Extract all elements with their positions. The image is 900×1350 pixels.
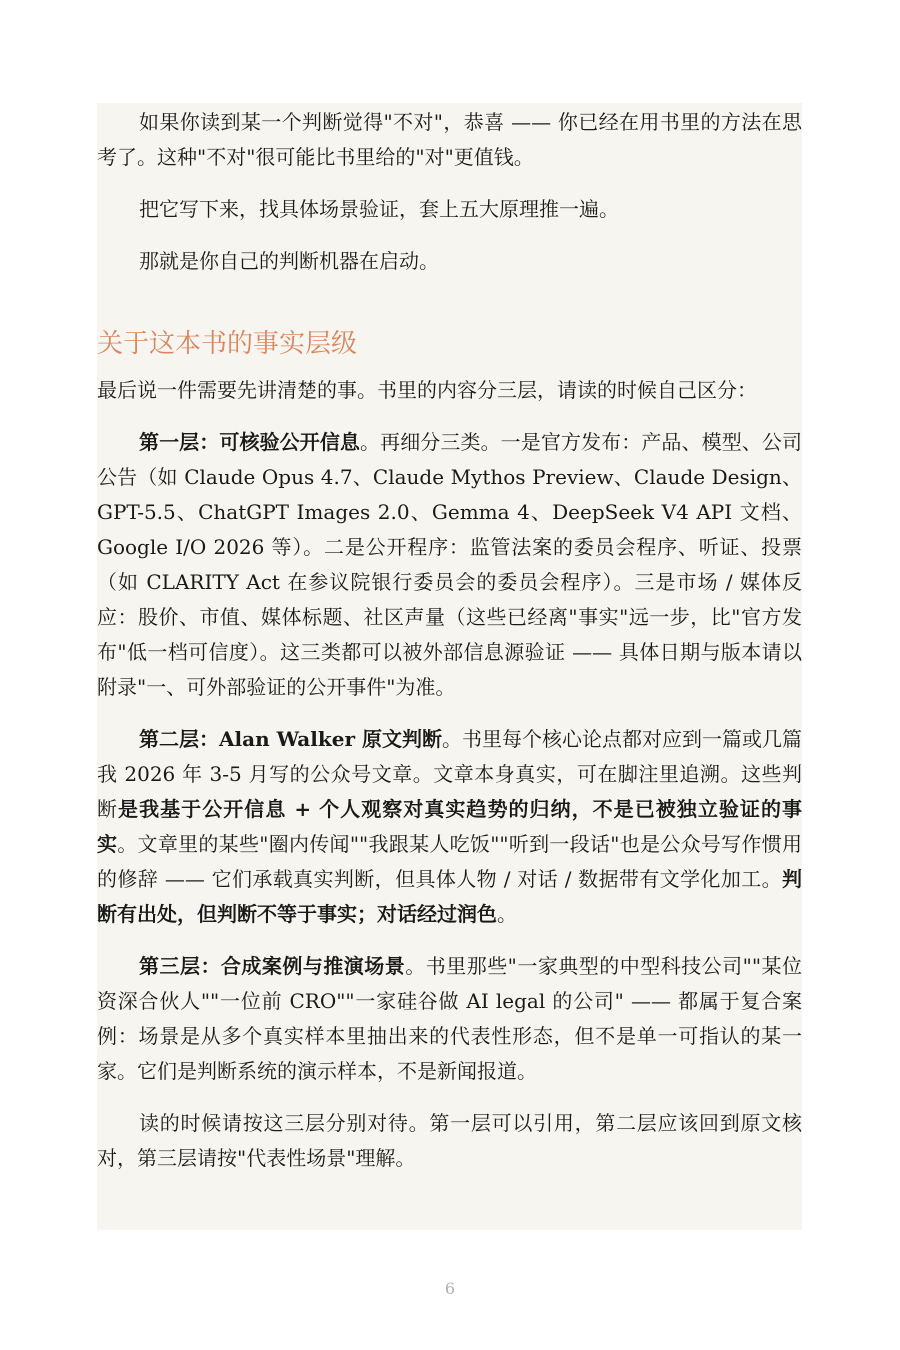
intro-paragraph-3: 那就是你自己的判断机器在启动。 — [139, 249, 439, 273]
layer-1-title: 第一层：可核验公开信息 — [139, 430, 361, 454]
layer-3-title: 第三层：合成案例与推演场景 — [139, 954, 406, 978]
layer-2-emphasis-2: 判断有出处，但判断不等于事实；对话经过润色 — [97, 867, 802, 926]
layer-3-text: 。书里那些"一家典型的中型科技公司""某位资深合伙人""一位前 CRO""一家硅谷做 AI legal 的公司" —— 都属于复合案例：场景是从多个真实样本里抽出来的代表性形态，但不是单一可指认的某一家。它们是判断系统的演示样本，不是新闻报道。 — [97, 954, 803, 1083]
page-content — [97, 103, 802, 1230]
closing-paragraph: 读的时候请按这三层分别对待。第一层可以引用，第二层应该回到原文核对，第三层请按"代表性场景"理解。 — [97, 1111, 802, 1170]
layer-2-paragraph — [97, 722, 802, 932]
layer-2-text-1: 。书里每个核心论点都对应到一篇或几篇我 2026 年 3-5 月写的公众号文章。文章本身真实，可在脚注里追溯。这些判断 — [97, 727, 802, 821]
layer-2-emphasis-1: 是我基于公开信息 + 个人观察对真实趋势的归纳，不是已被独立验证的事实 — [97, 797, 803, 856]
section-heading: 关于这本书的事实层级 — [97, 329, 358, 359]
layer-2-text-3: 。 — [497, 902, 517, 926]
layer-2-title: 第二层：Alan Walker 原文判断 — [139, 727, 442, 751]
layer-1-text: 。再细分三类。一是官方发布：产品、模型、公司公告（如 Claude Opus 4.7、Claude Mythos Preview、Claude Design、GPT-5.5、ChatGPT Images 2.0、Gemma 4、DeepSeek V4 API 文档、Google I/O 2026 等）。二是公开程序：监管法案的委员会程序、听证、投票（如 CLARITY Act 在参议院银行委员会的委员会程序）。三是市场 / 媒体反应：股价、市值、媒体标题、社区声量（这些已经离"事实"远一步，比"官方发布"低一档可信度）。这三类都可以被外部信息源验证 —— 具体日期与版本请以附录"一、可外部验证的公开事件"为准。 — [97, 430, 802, 699]
layer-3-paragraph — [97, 949, 802, 1089]
intro-paragraph-1: 如果你读到某一个判断觉得"不对"，恭喜 —— 你已经在用书里的方法在思考了。这种"不对"很可能比书里给的"对"更值钱。 — [97, 110, 802, 169]
layer-2-text-2: 。文章里的某些"圈内传闻""我跟某人吃饭""听到一段话"也是公众号写作惯用的修辞 —— 它们承载真实判断，但具体人物 / 对话 / 数据带有文学化加工。 — [97, 832, 802, 891]
intro-paragraph-2: 把它写下来，找具体场景验证，套上五大原理推一遍。 — [139, 197, 619, 221]
page-number: 6 — [444, 1279, 456, 1298]
section-lead-paragraph: 最后说一件需要先讲清楚的事。书里的内容分三层，请读的时候自己区分： — [97, 378, 757, 402]
layer-1-paragraph — [97, 425, 802, 705]
